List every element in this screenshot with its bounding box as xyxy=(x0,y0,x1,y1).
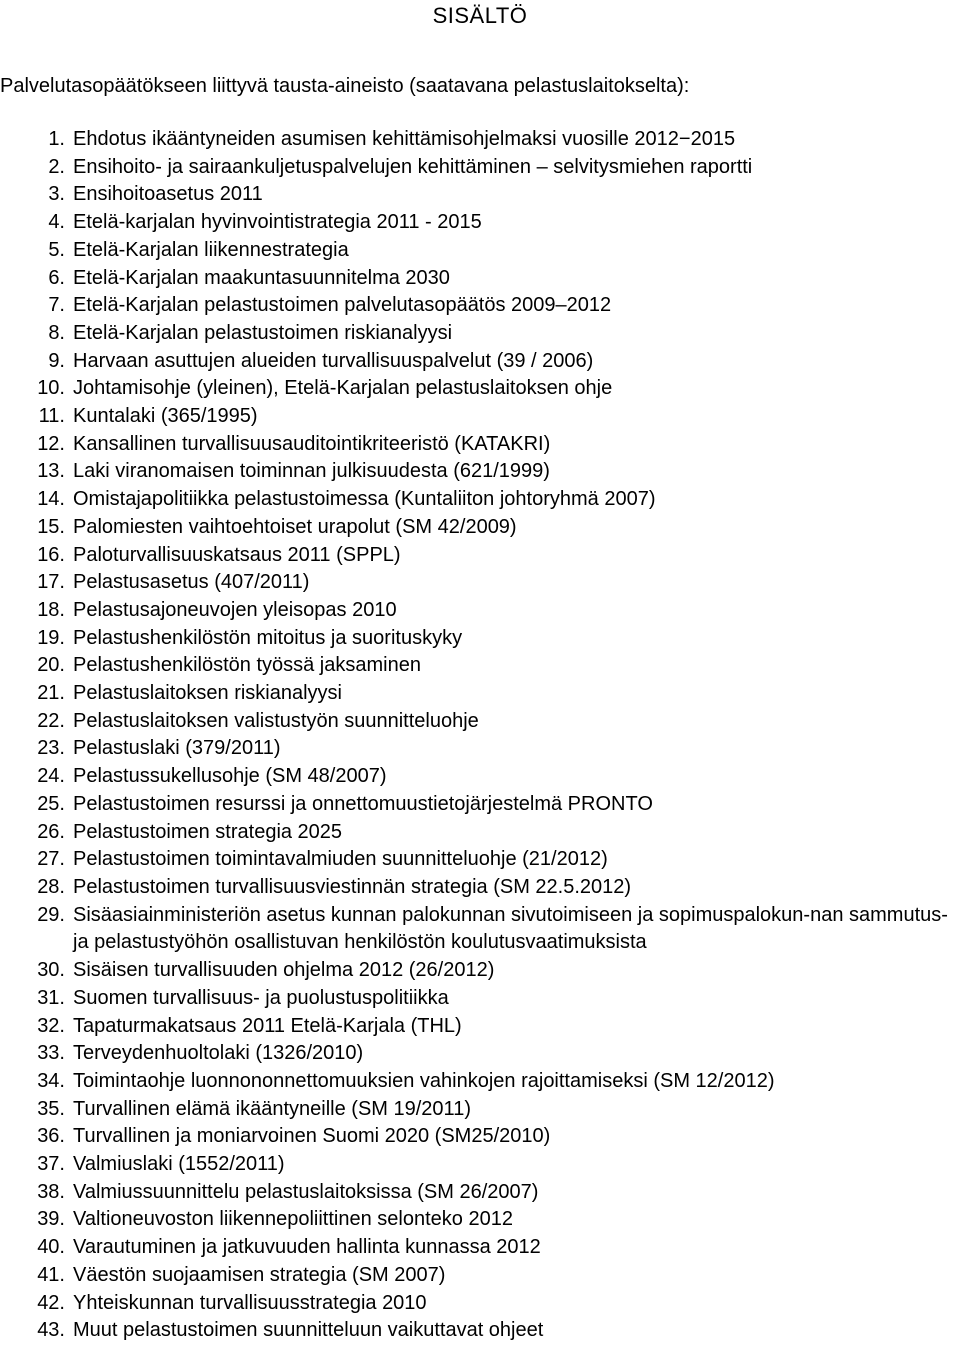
list-item-text: Pelastushenkilöstön työssä jaksaminen xyxy=(73,654,421,677)
list-item xyxy=(0,763,960,791)
list-item-number: 32. xyxy=(37,1014,65,1037)
list-item xyxy=(0,1317,960,1345)
list-item-text: Pelastustoimen strategia 2025 xyxy=(73,820,343,843)
list-item xyxy=(0,154,960,182)
list-item-number: 3. xyxy=(48,183,65,206)
list-item-text: Harvaan asuttujen alueiden turvallisuuspalvelut (39 / 2006) xyxy=(73,349,594,372)
list-item xyxy=(0,431,960,459)
list-item-text: Varautuminen ja jatkuvuuden hallinta kunnassa 2012 xyxy=(73,1236,541,1259)
list-item-text: Kuntalaki (365/1995) xyxy=(73,405,258,428)
list-item xyxy=(0,1068,960,1096)
list-item xyxy=(0,569,960,597)
list-item xyxy=(0,625,960,653)
list-item-number: 27. xyxy=(37,848,65,871)
page-title: SISÄLTÖ xyxy=(432,3,528,28)
list-item xyxy=(0,1013,960,1041)
list-item-text: Suomen turvallisuus- ja puolustuspolitiikka xyxy=(73,986,449,1009)
list-item xyxy=(0,237,960,265)
list-item-number: 30. xyxy=(37,959,65,982)
list-item-text: Palomiesten vaihtoehtoiset urapolut (SM 42/2009) xyxy=(73,515,517,538)
list-item-number: 18. xyxy=(37,598,65,621)
list-item-text: Omistajapolitiikka pelastustoimessa (Kuntaliiton johtoryhmä 2007) xyxy=(73,488,656,511)
list-item xyxy=(0,819,960,847)
list-item-number: 26. xyxy=(37,820,65,843)
intro-text: Palvelutasopäätökseen liittyvä tausta-aineisto (saatavana pelastuslaitokselta): xyxy=(0,75,690,97)
list-item xyxy=(0,1234,960,1262)
list-item xyxy=(0,514,960,542)
list-item-number: 42. xyxy=(37,1291,65,1314)
list-item xyxy=(0,902,960,957)
list-item-number: 7. xyxy=(48,294,65,317)
list-item-number: 34. xyxy=(37,1069,65,1092)
list-item-text: Pelastussukellusohje (SM 48/2007) xyxy=(73,765,387,788)
list-item xyxy=(0,874,960,902)
list-item-text: Laki viranomaisen toiminnan julkisuudesta (621/1999) xyxy=(73,460,550,483)
list-item-text: Etelä-Karjalan pelastustoimen riskianalyysi xyxy=(73,321,453,344)
list-item-number: 35. xyxy=(37,1097,65,1120)
list-item-text: Tapaturmakatsaus 2011 Etelä-Karjala (THL) xyxy=(73,1014,462,1037)
list-item-text: Etelä-karjalan hyvinvointistrategia 2011 - 2015 xyxy=(73,211,482,234)
list-item-text: Pelastusajoneuvojen yleisopas 2010 xyxy=(73,598,397,621)
list-item-number: 38. xyxy=(37,1180,65,1203)
list-item xyxy=(0,652,960,680)
list-item-number: 37. xyxy=(37,1153,65,1176)
list-item xyxy=(0,458,960,486)
list-item-number: 16. xyxy=(37,543,65,566)
list-item-number: 12. xyxy=(37,432,65,455)
list-item xyxy=(0,320,960,348)
list-item-number: 21. xyxy=(37,682,65,705)
list-item-number: 13. xyxy=(37,460,65,483)
list-item-text: Pelastustoimen turvallisuusviestinnän strategia (SM 22.5.2012) xyxy=(73,875,632,898)
list-item-number: 19. xyxy=(37,626,65,649)
list-item-text: Kansallinen turvallisuusauditointikriteeristö (KATAKRI) xyxy=(73,432,551,455)
list-item-number: 24. xyxy=(37,765,65,788)
contents-list xyxy=(0,126,960,1345)
list-item xyxy=(0,1290,960,1318)
list-item xyxy=(0,181,960,209)
list-item-text: Pelastustoimen toimintavalmiuden suunnitteluohje (21/2012) xyxy=(73,848,608,871)
list-item xyxy=(0,348,960,376)
list-item xyxy=(0,1206,960,1234)
list-item-text: Etelä-Karjalan maakuntasuunnitelma 2030 xyxy=(73,266,450,289)
list-item-number: 8. xyxy=(48,321,65,344)
list-item xyxy=(0,486,960,514)
list-item-text: Turvallinen elämä ikääntyneille (SM 19/2011) xyxy=(73,1097,471,1120)
list-item-text: Pelastushenkilöstön mitoitus ja suorituskyky xyxy=(73,626,463,649)
list-item-text: Väestön suojaamisen strategia (SM 2007) xyxy=(73,1263,446,1286)
list-item-number: 10. xyxy=(37,377,65,400)
list-item xyxy=(0,209,960,237)
list-item xyxy=(0,1262,960,1290)
list-item xyxy=(0,292,960,320)
list-item-text: Sisäasiainministeriön asetus kunnan palokunnan sivutoimiseen ja sopimuspalokun-nan sammutus- ja pelastustyöhön osallistuvan henkilöstön koulutusvaatimuksista xyxy=(73,903,948,954)
list-item xyxy=(0,680,960,708)
list-item-text: Toimintaohje luonnononnettomuuksien vahinkojen rajoittamiseksi (SM 12/2012) xyxy=(73,1069,775,1092)
list-item-text: Pelastusasetus (407/2011) xyxy=(73,571,310,594)
list-item-number: 39. xyxy=(37,1208,65,1231)
list-item-text: Valmiussuunnittelu pelastuslaitoksissa (SM 26/2007) xyxy=(73,1180,539,1203)
list-item xyxy=(0,265,960,293)
list-item-number: 4. xyxy=(48,211,65,234)
list-item-number: 40. xyxy=(37,1236,65,1259)
list-item-number: 23. xyxy=(37,737,65,760)
list-item-number: 1. xyxy=(48,128,65,150)
list-item-text: Ehdotus ikääntyneiden asumisen kehittämisohjelmaksi vuosille 2012−2015 xyxy=(73,128,736,150)
list-item xyxy=(0,846,960,874)
list-item-number: 20. xyxy=(37,654,65,677)
list-item xyxy=(0,126,960,154)
list-item xyxy=(0,735,960,763)
list-item-text: Pelastuslaitoksen valistustyön suunnitteluohje xyxy=(73,709,479,732)
list-item-number: 29. xyxy=(37,903,65,926)
list-item-text: Ensihoitoasetus 2011 xyxy=(73,183,263,206)
list-item-number: 33. xyxy=(37,1042,65,1065)
list-item-text: Yhteiskunnan turvallisuusstrategia 2010 xyxy=(73,1291,427,1314)
list-item-text: Etelä-Karjalan liikennestrategia xyxy=(73,238,349,261)
list-item-number: 31. xyxy=(37,986,65,1009)
list-item-text: Turvallinen ja moniarvoinen Suomi 2020 (SM25/2010) xyxy=(73,1125,551,1148)
list-item xyxy=(0,1096,960,1124)
list-item xyxy=(0,1151,960,1179)
list-item-text: Muut pelastustoimen suunnitteluun vaikuttavat ohjeet xyxy=(73,1319,544,1342)
list-item xyxy=(0,708,960,736)
list-item-number: 6. xyxy=(48,266,65,289)
list-item xyxy=(0,1179,960,1207)
list-item xyxy=(0,597,960,625)
list-item-number: 14. xyxy=(37,488,65,511)
list-item-text: Pelastuslaitoksen riskianalyysi xyxy=(73,682,343,705)
list-item-text: Terveydenhuoltolaki (1326/2010) xyxy=(73,1042,364,1065)
list-item-text: Valtioneuvoston liikennepoliittinen selonteko 2012 xyxy=(73,1208,513,1231)
list-item xyxy=(0,542,960,570)
list-item-number: 15. xyxy=(37,515,65,538)
list-item xyxy=(0,1040,960,1068)
list-item xyxy=(0,1123,960,1151)
list-item-text: Pelastuslaki (379/2011) xyxy=(73,737,281,760)
list-item-number: 9. xyxy=(48,349,65,372)
list-item-text: Pelastustoimen resurssi ja onnettomuustietojärjestelmä PRONTO xyxy=(73,792,653,815)
list-item-number: 5. xyxy=(48,238,65,261)
list-item-number: 2. xyxy=(48,155,65,178)
list-item-number: 41. xyxy=(37,1263,65,1286)
list-item-number: 43. xyxy=(37,1319,65,1342)
list-item-number: 22. xyxy=(37,709,65,732)
list-item-text: Johtamisohje (yleinen), Etelä-Karjalan pelastuslaitoksen ohje xyxy=(73,377,613,400)
list-item xyxy=(0,957,960,985)
list-item xyxy=(0,985,960,1013)
list-item-text: Valmiuslaki (1552/2011) xyxy=(73,1153,285,1176)
list-item-number: 25. xyxy=(37,792,65,815)
list-item xyxy=(0,403,960,431)
list-item-text: Sisäisen turvallisuuden ohjelma 2012 (26/2012) xyxy=(73,959,495,982)
list-item-number: 28. xyxy=(37,875,65,898)
list-item xyxy=(0,791,960,819)
list-item xyxy=(0,375,960,403)
list-item-number: 11. xyxy=(38,405,65,428)
list-item-number: 17. xyxy=(37,571,65,594)
list-item-text: Ensihoito- ja sairaankuljetuspalvelujen kehittäminen – selvitysmiehen raportti xyxy=(73,155,753,178)
list-item-number: 36. xyxy=(37,1125,65,1148)
list-item-text: Paloturvallisuuskatsaus 2011 (SPPL) xyxy=(73,543,401,566)
list-item-text: Etelä-Karjalan pelastustoimen palvelutasopäätös 2009–2012 xyxy=(73,294,612,317)
